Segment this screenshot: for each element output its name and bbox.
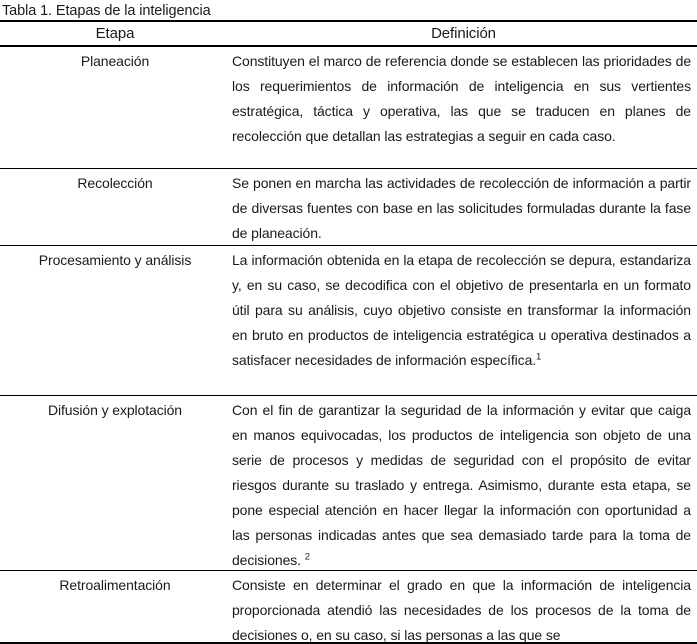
footnote-marker: 1 — [536, 351, 542, 363]
table-title: Tabla 1. Etapas de la inteligencia — [0, 0, 697, 22]
table-header-row — [0, 22, 697, 47]
definicion-cell — [230, 169, 697, 245]
etapa-cell: Difusión y explotación — [48, 402, 182, 418]
etapa-cell: Retroalimentación — [59, 577, 171, 593]
column-header-definicion: Definición — [431, 25, 496, 42]
table-row — [0, 570, 697, 642]
definicion-text: Con el fin de garantizar la seguridad de la información y evitar que caiga en manos equivocadas, los productos de inteligencia son objeto de una serie de procesos y medidas de seguridad con el propósito de evitar riesgos durante su traslado y entrega. Asimismo, durante esta etapa, se pone especial atención en hacer llegar la información con oportunidad a las personas indicadas antes que sea demasiado tarde para la toma de decisiones. — [232, 402, 691, 568]
footnote-marker: 2 — [304, 551, 310, 563]
table-body — [0, 47, 697, 644]
definicion-text: Constituyen el marco de referencia donde se establecen las prioridades de los requerimientos de información de inteligencia en sus vertientes estratégica, táctica y operativa, las que se traducen en planes de recolección que detallan las estrategias a seguir en cada caso. — [232, 53, 691, 144]
definicion-text: Se ponen en marcha las actividades de recolección de información a partir de diversas fuentes con base en las solicitudes formuladas durante la fase de planeación. — [232, 175, 691, 241]
etapa-cell: Recolección — [77, 175, 153, 191]
definicion-text: Consiste en determinar el grado en que la información de inteligencia proporcionada atendió las necesidades de los procesos de la toma de decisiones o, en su caso, si las personas a las que se — [232, 577, 691, 642]
table-row — [0, 47, 697, 168]
column-header-etapa: Etapa — [95, 25, 135, 42]
table-row — [0, 168, 697, 245]
etapas-table — [0, 22, 697, 644]
etapa-cell: Procesamiento y análisis — [38, 252, 192, 268]
etapa-cell: Planeación — [80, 53, 150, 69]
definicion-cell — [230, 571, 697, 642]
definicion-cell — [230, 246, 697, 373]
definicion-cell — [230, 396, 697, 570]
definicion-cell — [230, 47, 697, 149]
definicion-text: La información obtenida en la etapa de recolección se depura, estandariza y, en su caso, se decodifica con el objetivo de presentarla en un formato útil para su análisis, cuyo objetivo consiste en transformar la información en bruto en productos de inteligencia estratégica u operativa destinados a satisfacer necesidades de información específica. — [232, 252, 691, 368]
table-row — [0, 245, 697, 395]
table-row — [0, 395, 697, 570]
